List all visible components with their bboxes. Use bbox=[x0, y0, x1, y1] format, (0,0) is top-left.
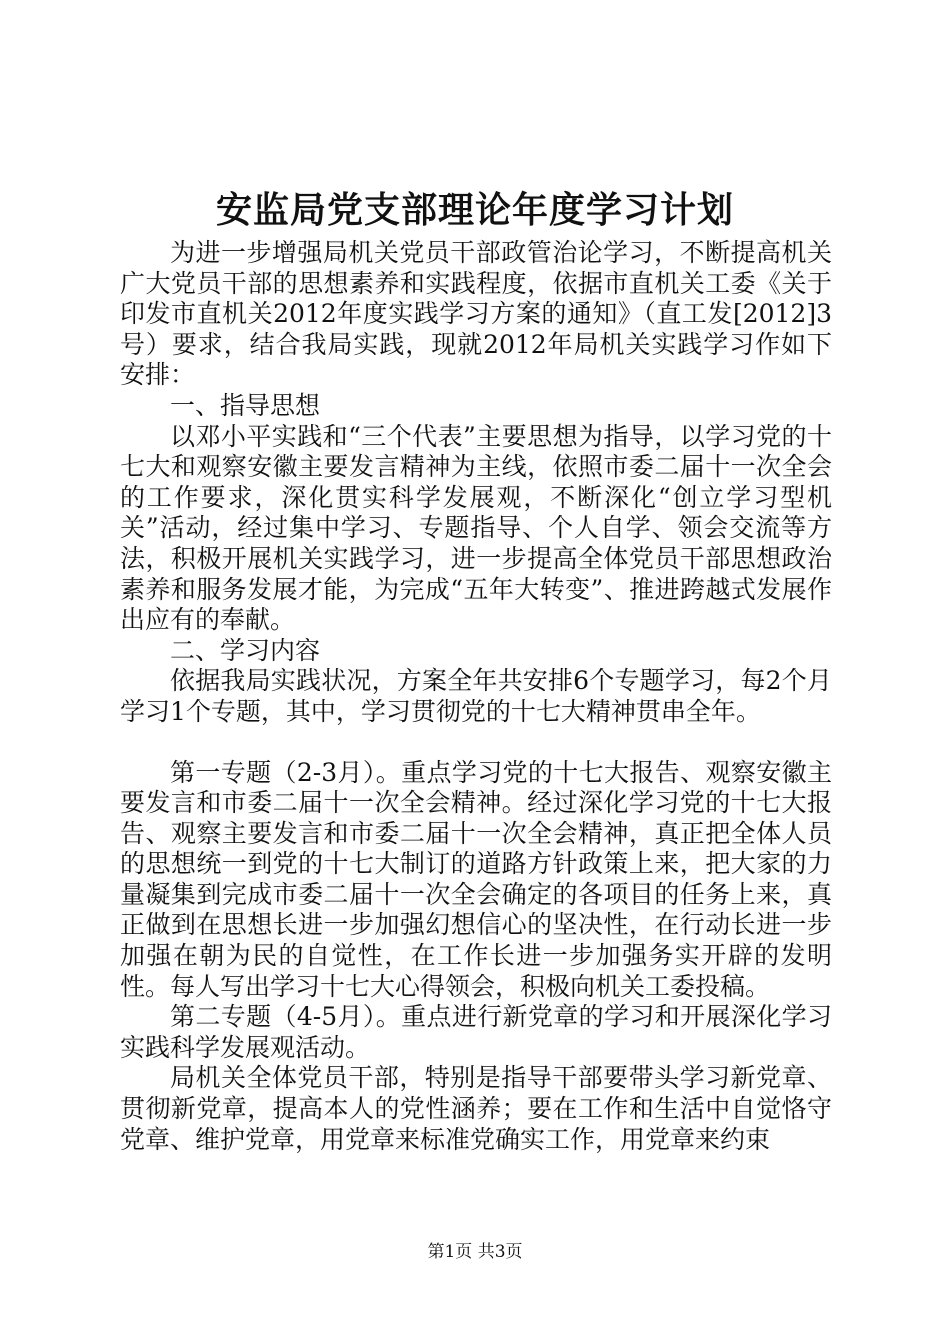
topic-one-paragraph: 第一专题（2-3月）。重点学习党的十七大报告、观察安徽主要发言和市委二届十一次全会精神。经过深化学习党的十七大报告、观察主要发言和市委二届十一次全会精神，真正把全体人员的思想统一到党的十七大制订的道路方针政策上来，把大家的力量凝集到完成市委二届十一次全会确定的各项目的任务上来，真正做到在思想长进一步加强幻想信心的坚决性，在行动长进一步加强在朝为民的自觉性，在工作长进一步加强务实开辟的发明性。每人写出学习十七大心得领会，积极向机关工委投稿。 bbox=[120, 757, 832, 1001]
document-body bbox=[120, 238, 832, 1155]
guiding-thought-paragraph: 以邓小平实践和“三个代表”主要思想为指导，以学习党的十七大和观察安徽主要发言精神为主线，依照市委二届十一次全会的工作要求，深化贯实科学发展观，不断深化“创立学习型机关”活动，经过集中学习、专题指导、个人自学、领会交流等方法，积极开展机关实践学习，进一步提高全体党员干部思想政治素养和服务发展才能，为完成“五年大转变”、推进跨越式发展作出应有的奉献。 bbox=[120, 421, 832, 635]
section-heading-study-content: 二、学习内容 bbox=[170, 635, 321, 665]
topic-two-paragraph: 第二专题（4-5月）。重点进行新党章的学习和开展深化学习实践科学发展观活动。 bbox=[120, 1002, 832, 1062]
document-title: 安监局党支部理论年度学习计划 bbox=[215, 189, 734, 231]
intro-paragraph: 为进一步增强局机关党员干部政管治论学习，不断提高机关广大党员干部的思想素养和实践程度，依据市直机关工委《关于印发市直机关2012年度实践学习方案的通知》（直工发[2012]3号）要求，结合我局实践，现就2012年局机关实践学习作如下安排： bbox=[120, 238, 832, 390]
section-heading-guiding-thought: 一、指导思想 bbox=[170, 390, 321, 420]
blank-line bbox=[120, 728, 832, 758]
page-number-footer: 第1页 共3页 bbox=[427, 1242, 523, 1262]
study-content-paragraph: 依据我局实践状况，方案全年共安排6个专题学习，每2个月学习1个专题，其中，学习贯彻党的十七大精神贯串全年。 bbox=[120, 666, 832, 726]
party-constitution-paragraph: 局机关全体党员干部，特别是指导干部要带头学习新党章、贯彻新党章，提高本人的党性涵养；要在工作和生活中自觉恪守党章、维护党章，用党章来标准党确实工作，用党章来约束 bbox=[120, 1063, 832, 1154]
